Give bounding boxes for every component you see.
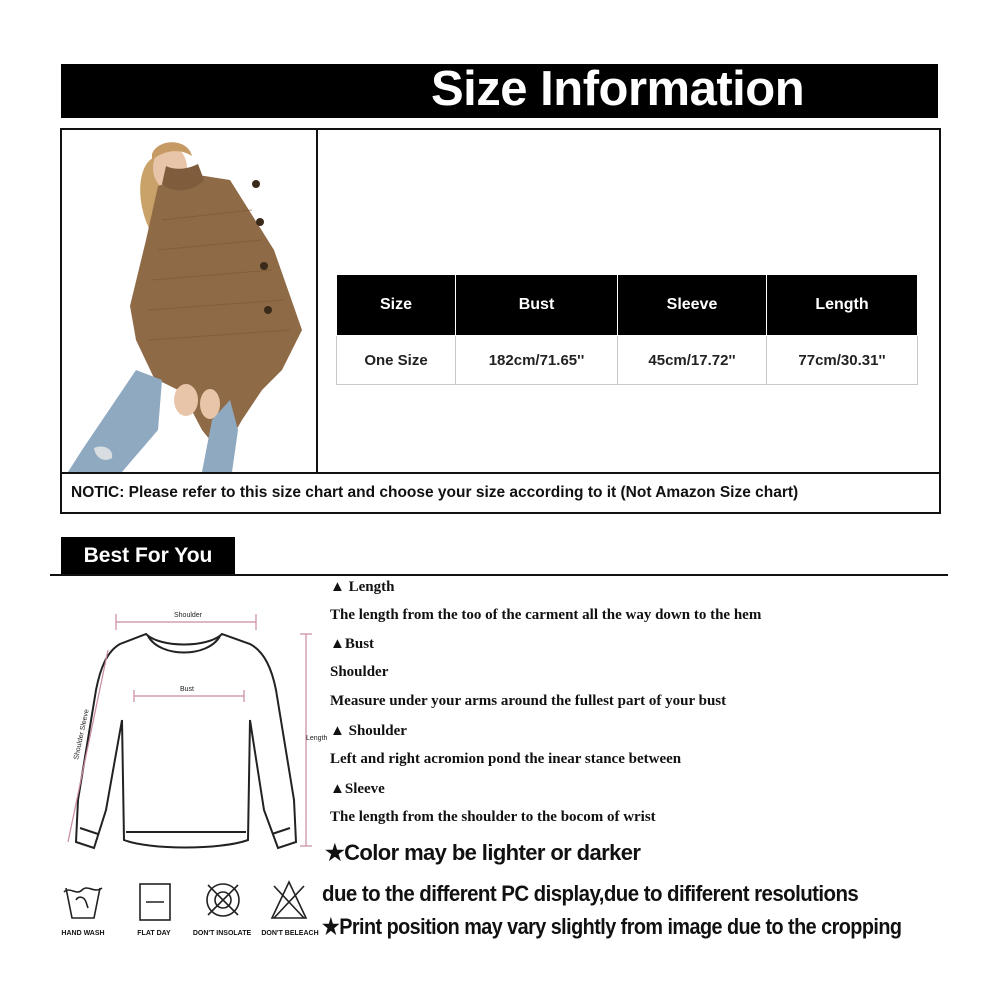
cell-sleeve: 45cm/17.72'' [618, 336, 767, 385]
cell-length: 77cm/30.31'' [767, 336, 918, 385]
care-label-hand-wash: HAND WASH [61, 930, 105, 937]
bust-description: Measure under your arms around the fullest part of your bust [330, 693, 727, 709]
bust-heading: ▲Bust [330, 636, 375, 652]
care-icons [60, 878, 320, 926]
do-not-tumble-icon [207, 884, 239, 916]
care-label-dont-bleach: DON'T BELEACH [261, 930, 319, 937]
sleeve-description: The length from the shoulder to the bocom of wrist [330, 809, 656, 825]
flat-dry-icon [140, 884, 170, 920]
size-notice: NOTIC: Please refer to this size chart and choose your size according to it (Not Amazon Size chart) [62, 472, 939, 512]
best-for-you-tab: Best For You [61, 537, 235, 574]
cell-bust: 182cm/71.65'' [456, 336, 618, 385]
header-length: Length [767, 275, 918, 336]
page-title: Size Information [431, 62, 805, 116]
length-description: The length from the too of the carment all the way down to the hem [330, 607, 762, 623]
divider [50, 574, 948, 576]
table-row [337, 336, 918, 385]
length-heading: ▲ Length [330, 579, 395, 595]
header-bust: Bust [456, 275, 618, 336]
diagram-shoulder-sleeve-label: Shoulder Sleeve [73, 708, 91, 761]
cell-size: One Size [337, 336, 456, 385]
diagram-shoulder-label: Shoulder [174, 612, 203, 619]
bust-shoulder-line: Shoulder [330, 664, 389, 680]
measurement-diagram [50, 600, 340, 870]
print-note: ★Print position may vary slightly from image due to the cropping [322, 914, 902, 939]
hand-wash-icon [64, 888, 102, 918]
size-table-header-row [337, 275, 918, 336]
care-label-dont-insolate: DON'T INSOLATE [192, 930, 252, 937]
model-wearing-poncho-image [62, 130, 316, 472]
shoulder-heading: ▲ Shoulder [330, 723, 407, 739]
header-size: Size [337, 275, 456, 336]
diagram-bust-label: Bust [180, 686, 195, 693]
product-photo [62, 130, 318, 472]
header-sleeve: Sleeve [618, 275, 767, 336]
sleeve-heading: ▲Sleeve [330, 781, 385, 797]
care-label-flat-dry: FLAT DAY [137, 930, 171, 937]
size-table [336, 274, 918, 385]
do-not-bleach-icon [272, 882, 306, 918]
diagram-length-label: Length [306, 735, 328, 742]
shoulder-description: Left and right acromion pond the inear stance between [330, 751, 682, 767]
color-note: ★Color may be lighter or darker [325, 840, 641, 865]
display-note: due to the different PC display,due to dififerent resolutions [322, 881, 859, 906]
